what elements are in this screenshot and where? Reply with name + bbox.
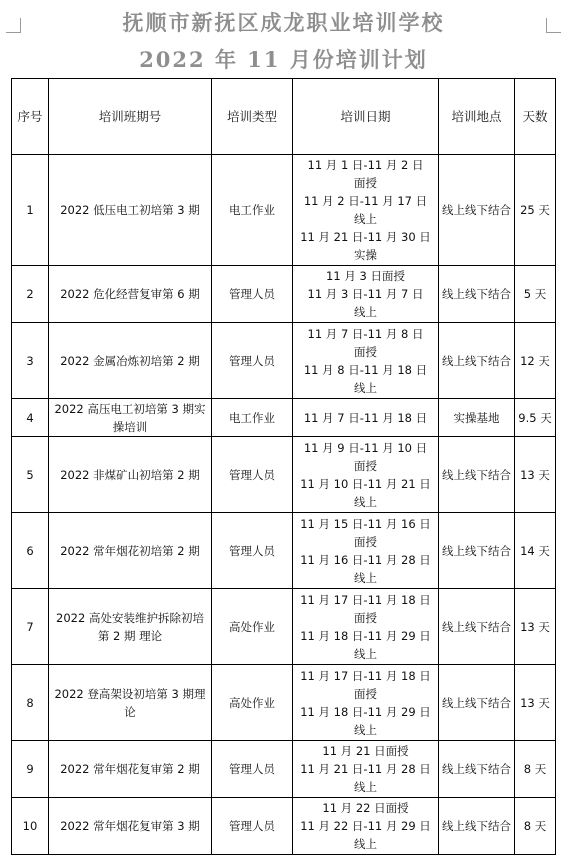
cell-days: 13 天	[515, 437, 556, 513]
cell-place: 线上线下结合	[439, 513, 515, 589]
cell-days: 12 天	[515, 323, 556, 399]
date-line: 面授	[354, 686, 377, 701]
cell-no: 2	[12, 266, 49, 323]
cell-class: 2022 高处安装维护拆除初培第 2 期 理论	[49, 589, 212, 665]
date-line: 实操	[354, 248, 377, 262]
date-line: 11 月 1 日-11 月 2 日	[307, 158, 424, 172]
cell-days: 14 天	[515, 513, 556, 589]
cell-dates	[293, 798, 439, 855]
cell-place: 线上线下结合	[439, 589, 515, 665]
date-line: 面授	[354, 610, 377, 625]
date-line: 线上	[354, 780, 377, 794]
date-line: 线上	[354, 380, 377, 395]
date-line: 11 月 18 日-11 月 29 日	[300, 704, 431, 719]
table-row	[12, 323, 556, 399]
table-row	[12, 513, 556, 589]
cell-no: 6	[12, 513, 49, 589]
cell-no: 9	[12, 741, 49, 798]
cell-class: 2022 金属冶炼初培第 2 期	[49, 323, 212, 399]
cell-dates	[293, 665, 439, 741]
cell-type: 电工作业	[212, 399, 293, 437]
date-line: 线上	[354, 305, 377, 319]
table-row	[12, 266, 556, 323]
cell-class: 2022 常年烟花初培第 2 期	[49, 513, 212, 589]
date-line: 11 月 15 日-11 月 16 日	[300, 516, 431, 531]
table-row	[12, 665, 556, 741]
cell-class: 2022 非煤矿山初培第 2 期	[49, 437, 212, 513]
cell-place: 线上线下结合	[439, 741, 515, 798]
date-line: 面授	[354, 344, 377, 359]
date-line: 11 月 21 日-11 月 28 日	[300, 762, 431, 776]
cell-days: 5 天	[515, 266, 556, 323]
date-line: 线上	[354, 837, 377, 851]
cell-type: 高处作业	[212, 665, 293, 741]
cell-class: 2022 常年烟花复审第 2 期	[49, 741, 212, 798]
cell-dates	[293, 513, 439, 589]
date-line: 11 月 9 日-11 月 10 日	[303, 440, 428, 455]
table-row	[12, 399, 556, 437]
cell-place: 线上线下结合	[439, 798, 515, 855]
table-row	[12, 437, 556, 513]
cell-dates	[293, 155, 439, 266]
cell-days: 8 天	[515, 798, 556, 855]
date-line: 11 月 17 日-11 月 18 日	[300, 592, 431, 607]
cell-days: 13 天	[515, 589, 556, 665]
header-type: 培训类型	[212, 79, 293, 155]
cell-no: 10	[12, 798, 49, 855]
cell-place: 实操基地	[439, 399, 515, 437]
cell-place: 线上线下结合	[439, 437, 515, 513]
table-row	[12, 155, 556, 266]
cell-place: 线上线下结合	[439, 266, 515, 323]
date-line: 11 月 2 日-11 月 17 日	[303, 194, 428, 208]
cell-class: 2022 常年烟花复审第 3 期	[49, 798, 212, 855]
cell-no: 1	[12, 155, 49, 266]
date-line: 11 月 21 日-11 月 30 日	[300, 230, 431, 244]
date-line: 11 月 16 日-11 月 28 日	[300, 552, 431, 567]
date-line: 11 月 3 日-11 月 7 日	[307, 287, 424, 301]
header-dates: 培训日期	[293, 79, 439, 155]
date-line: 11 月 21 日面授	[322, 744, 409, 758]
training-plan-table	[11, 78, 556, 855]
date-line: 面授	[354, 534, 377, 549]
cell-class: 2022 危化经营复审第 6 期	[49, 266, 212, 323]
cell-days: 13 天	[515, 665, 556, 741]
table-row	[12, 741, 556, 798]
date-line: 线上	[354, 212, 377, 226]
cell-dates	[293, 399, 439, 437]
date-line: 线上	[354, 646, 377, 661]
cell-dates	[293, 266, 439, 323]
date-line: 线上	[354, 494, 377, 509]
cell-days: 8 天	[515, 741, 556, 798]
date-line: 11 月 10 日-11 月 21 日	[300, 476, 431, 491]
cell-no: 7	[12, 589, 49, 665]
cell-type: 管理人员	[212, 266, 293, 323]
cell-place: 线上线下结合	[439, 323, 515, 399]
table-row	[12, 798, 556, 855]
cell-type: 电工作业	[212, 155, 293, 266]
date-line: 11 月 3 日面授	[326, 269, 405, 283]
date-line: 线上	[354, 722, 377, 737]
cell-days: 25 天	[515, 155, 556, 266]
cell-no: 4	[12, 399, 49, 437]
cell-type: 管理人员	[212, 513, 293, 589]
header-class: 培训班期号	[49, 79, 212, 155]
cell-dates	[293, 589, 439, 665]
header-days: 天数	[515, 79, 556, 155]
cell-dates	[293, 323, 439, 399]
cell-type: 管理人员	[212, 323, 293, 399]
table-body	[12, 155, 556, 855]
date-line: 11 月 17 日-11 月 18 日	[300, 668, 431, 683]
document-title: 抚顺市新抚区成龙职业培训学校	[122, 10, 445, 35]
cell-dates	[293, 741, 439, 798]
table-row	[12, 589, 556, 665]
cell-place: 线上线下结合	[439, 155, 515, 266]
date-line: 面授	[354, 176, 377, 190]
date-line: 11 月 7 日-11 月 18 日	[303, 410, 428, 425]
date-line: 11 月 22 日面授	[322, 801, 409, 815]
cell-class: 2022 登高架设初培第 3 期理论	[49, 665, 212, 741]
cell-type: 高处作业	[212, 589, 293, 665]
date-line: 线上	[354, 570, 377, 585]
cell-no: 8	[12, 665, 49, 741]
header-no: 序号	[12, 79, 49, 155]
date-line: 11 月 8 日-11 月 18 日	[303, 362, 428, 377]
cell-days: 9.5 天	[515, 399, 556, 437]
header-place: 培训地点	[439, 79, 515, 155]
cell-no: 3	[12, 323, 49, 399]
table-header-row	[12, 79, 556, 155]
cell-dates	[293, 437, 439, 513]
cell-place: 线上线下结合	[439, 665, 515, 741]
cell-type: 管理人员	[212, 437, 293, 513]
document-subtitle: 2022 年 11 月份培训计划	[139, 47, 428, 72]
cell-type: 管理人员	[212, 798, 293, 855]
cell-no: 5	[12, 437, 49, 513]
cell-type: 管理人员	[212, 741, 293, 798]
date-line: 11 月 7 日-11 月 8 日	[307, 326, 424, 341]
cell-class: 2022 低压电工初培第 3 期	[49, 155, 212, 266]
cell-class: 2022 高压电工初培第 3 期实操培训	[49, 399, 212, 437]
date-line: 11 月 18 日-11 月 29 日	[300, 628, 431, 643]
date-line: 11 月 22 日-11 月 29 日	[300, 819, 431, 833]
date-line: 面授	[354, 458, 377, 473]
